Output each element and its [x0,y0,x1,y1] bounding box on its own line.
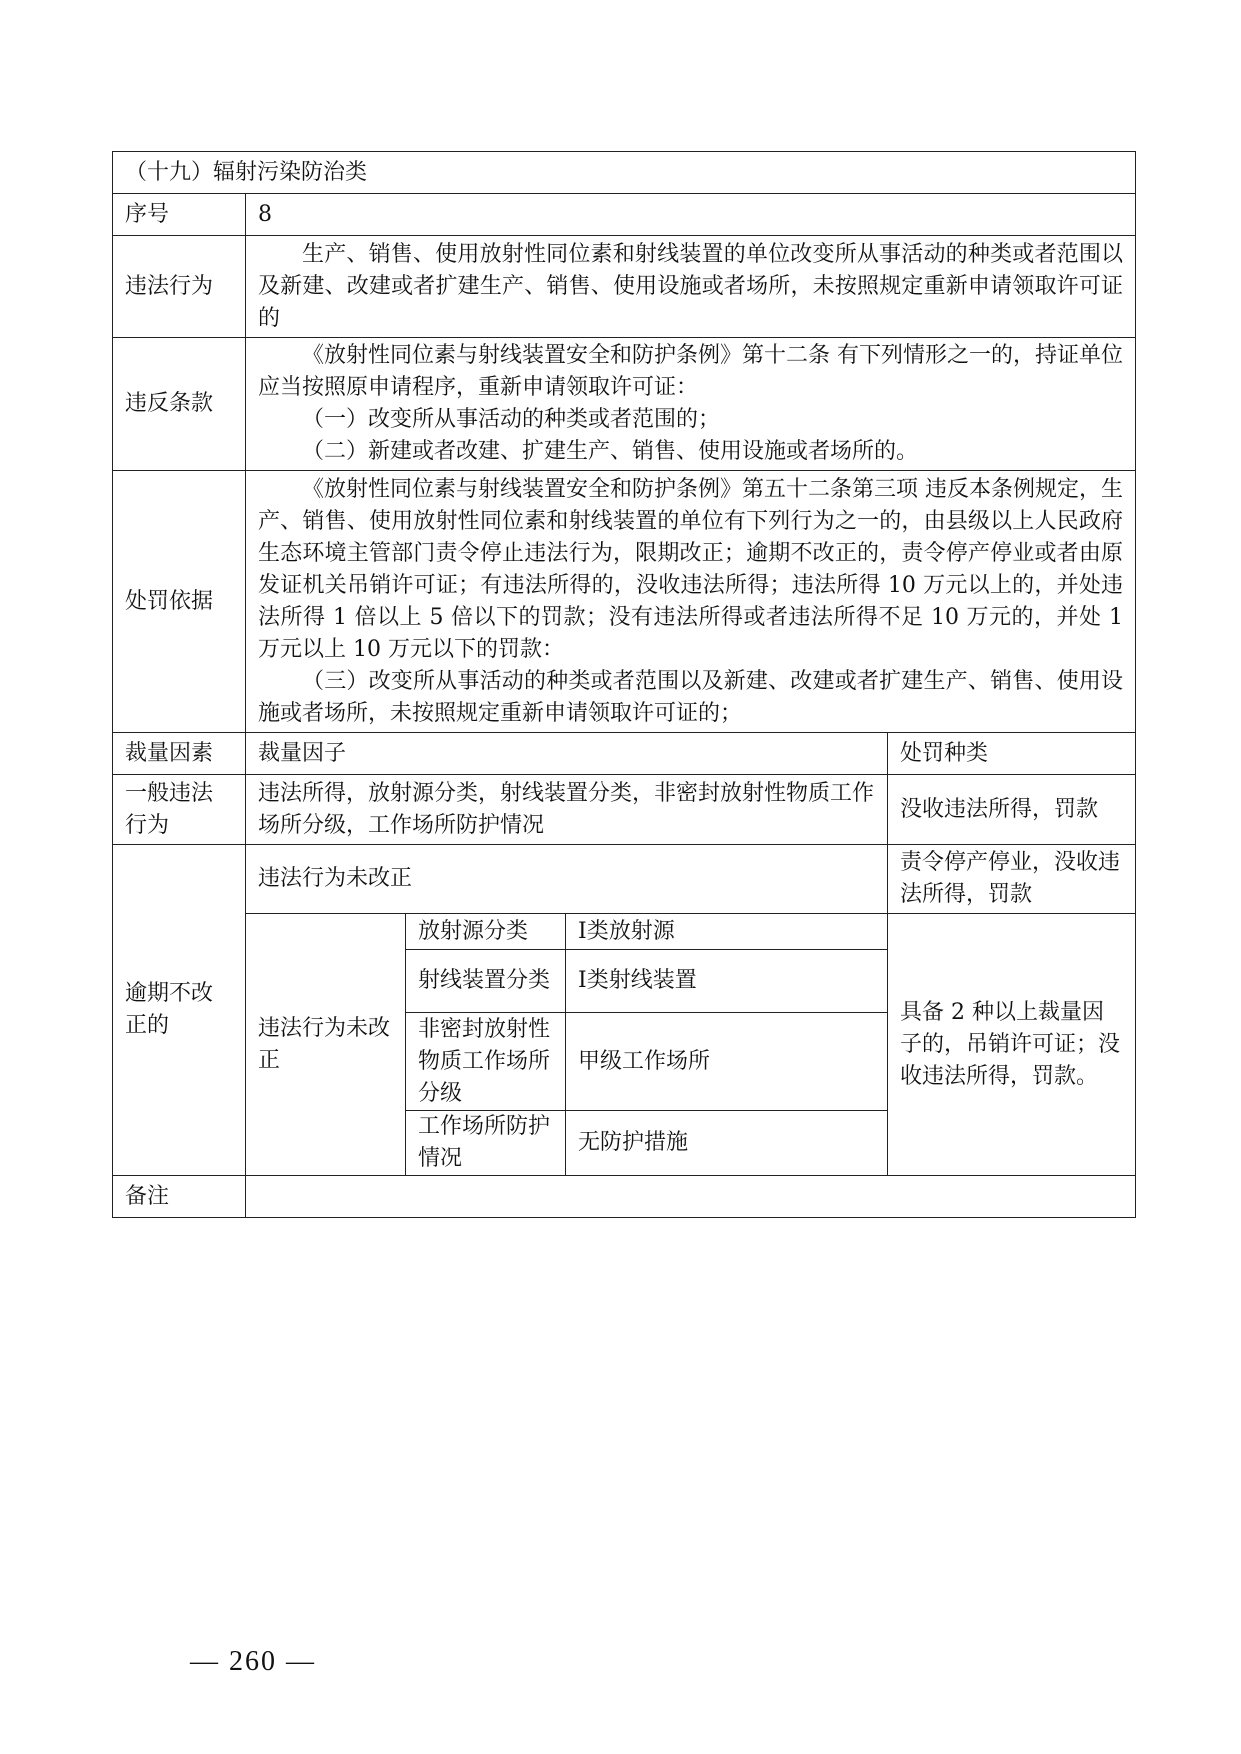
overdue-label: 逾期不改正的 [113,845,246,1176]
page-number: — 260 — [190,1646,316,1677]
discretion-label: 裁量因素 [113,733,246,775]
general-violation-factor: 违法所得，放射源分类，射线装置分类，非密封放射性物质工作场所分级，工作场所防护情况 [246,775,888,845]
violation-text: 生产、销售、使用放射性同位素和射线装置的单位改变所从事活动的种类或者范围以及新建、改建或者扩建生产、销售、使用设施或者场所，未按照规定重新申请领取许可证的 [246,236,1136,338]
section-title: （十九）辐射污染防治类 [113,152,1136,194]
violation-label: 违法行为 [113,236,246,338]
factor-name: 非密封放射性物质工作场所分级 [406,1013,566,1111]
discretion-factor-header: 裁量因子 [246,733,888,775]
overdue-uncorrected-penalty: 责令停产停业，没收违法所得，罚款 [888,845,1136,914]
penalty-discretion-table [112,151,1136,1218]
factor-value: 甲级工作场所 [566,1013,888,1111]
penalty-basis-paragraph: 《放射性同位素与射线装置安全和防护条例》第五十二条第三项 违反本条例规定，生产、销售、使用放射性同位素和射线装置的单位有下列行为之一的，由县级以上人民政府生态环境主管部门责令停止违法行为，限期改正；逾期不改正的，责令停产停业或者由原发证机关吊销许可证；有违法所得的，没收违法所得；违法所得 10 万元以上的，并处违法所得 1 倍以上 5 倍以下的罚款；没有违法所得或者违法所得不足 10 万元的，并处 1 万元以上 10 万元以下的罚款： [258,476,1124,662]
penalty-basis-text [246,471,1136,733]
factor-name: 放射源分类 [406,914,566,950]
penalty-basis-label: 处罚依据 [113,471,246,733]
factor-value: I类射线装置 [566,950,888,1013]
serial-label: 序号 [113,194,246,236]
remarks-label: 备注 [113,1176,246,1218]
factor-name: 工作场所防护情况 [406,1111,566,1176]
overdue-uncorrected: 违法行为未改正 [246,845,888,914]
clause-label: 违反条款 [113,338,246,471]
penalty-type-header: 处罚种类 [888,733,1136,775]
factor-value: I类放射源 [566,914,888,950]
serial-value: 8 [246,194,1136,236]
clause-text [246,338,1136,471]
overdue-uncorrected-2: 违法行为未改正 [246,914,406,1176]
factor-name: 射线装置分类 [406,950,566,1013]
factor-value: 无防护措施 [566,1111,888,1176]
clause-paragraph: 《放射性同位素与射线装置安全和防护条例》第十二条 有下列情形之一的，持证单位应当按照原申请程序，重新申请领取许可证： [258,343,1124,400]
overdue-revoke-penalty: 具备 2 种以上裁量因子的，吊销许可证；没收违法所得，罚款。 [888,914,1136,1176]
clause-item: （一）改变所从事活动的种类或者范围的； [302,407,721,432]
general-violation-penalty: 没收违法所得，罚款 [888,775,1136,845]
remarks-value [246,1176,1136,1218]
general-violation-label: 一般违法行为 [113,775,246,845]
penalty-basis-item: （三）改变所从事活动的种类或者范围以及新建、改建或者扩建生产、销售、使用设施或者场所，未按照规定重新申请领取许可证的； [258,668,1124,726]
clause-item: （二）新建或者改建、扩建生产、销售、使用设施或者场所的。 [302,439,919,464]
